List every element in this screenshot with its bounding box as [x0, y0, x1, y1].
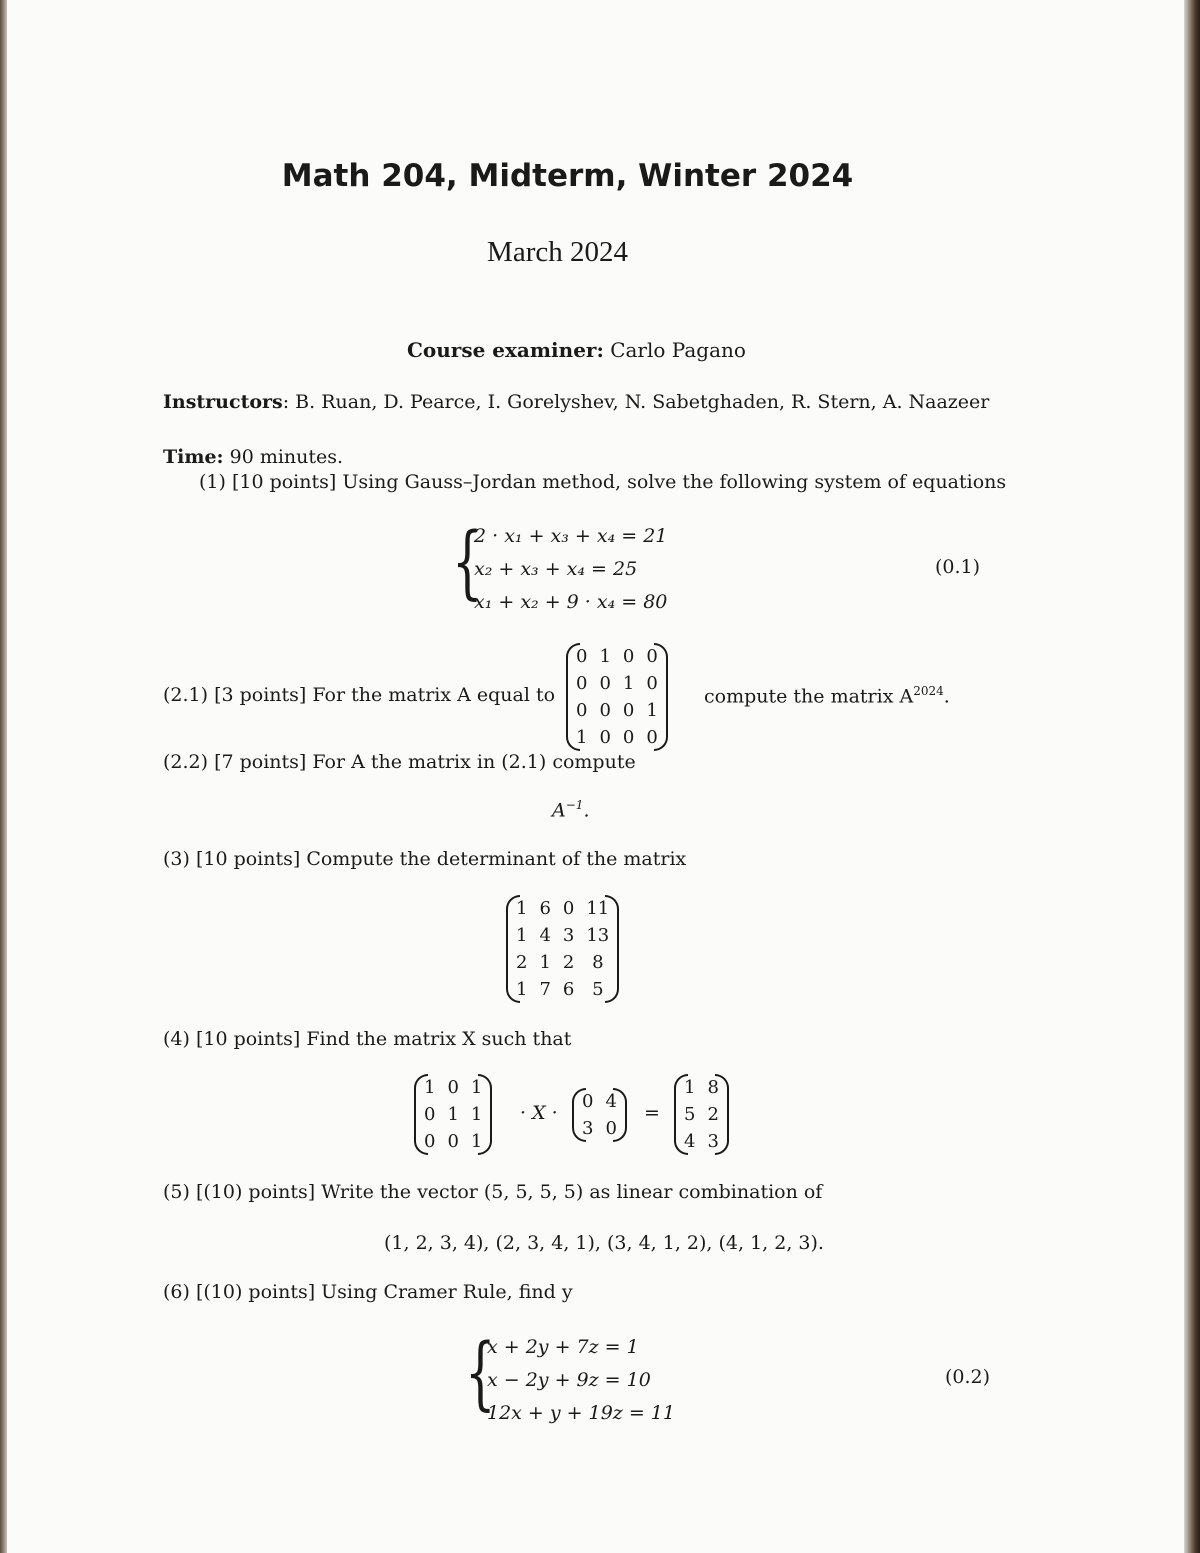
- matrix-entry: 1: [599, 646, 611, 667]
- matrix-right-factor: [576, 1088, 623, 1142]
- matrix-entry: 0: [646, 646, 658, 667]
- question-2-1-pre: (2.1) [3 points] For the matrix A equal to: [163, 684, 556, 706]
- determinant-matrix: [510, 895, 615, 1003]
- matrix-entry: 0: [447, 1077, 459, 1098]
- matrix-entry: 1: [539, 952, 551, 973]
- matrix-entry: 4: [539, 925, 551, 946]
- matrix-entry: 5: [684, 1104, 696, 1125]
- matrix-entry: 6: [539, 898, 551, 919]
- matrix-row: [510, 976, 615, 1003]
- question-5-text: (5) [(10) points] Write the vector (5, 5, 5, 5) as linear combination of: [163, 1181, 823, 1203]
- matrix-entry: 11: [586, 898, 610, 919]
- matrix-entry: 1: [516, 925, 528, 946]
- matrix-row: [510, 922, 615, 949]
- system-equation: x₁ + x₂ + 9 · x₄ = 80: [474, 591, 668, 613]
- matrix-entry: 4: [684, 1131, 696, 1152]
- question-3-text: (3) [10 points] Compute the determinant of the matrix: [163, 848, 687, 870]
- equation-tag: (0.2): [945, 1366, 991, 1388]
- matrix-row: [570, 697, 664, 724]
- system-equation: x + 2y + 7z = 1: [487, 1336, 639, 1358]
- matrix-entry: 1: [470, 1104, 483, 1125]
- question-2-2-text: (2.2) [7 points] For A the matrix in (2.1) compute: [163, 751, 636, 773]
- examiner-name: Carlo Pagano: [610, 338, 746, 362]
- power-exponent: 2024: [913, 684, 944, 698]
- matrix-entry: 1: [646, 700, 658, 721]
- system-equation: x − 2y + 9z = 10: [487, 1369, 651, 1391]
- matrix-entry: 8: [707, 1077, 719, 1098]
- matrix-entry: 1: [576, 727, 588, 748]
- matrix-entry: 0: [605, 1118, 617, 1139]
- matrix-entry: 1: [622, 673, 635, 694]
- inverse-base: A: [552, 799, 566, 822]
- matrix-entry: 6: [562, 979, 575, 1000]
- equals-sign: =: [644, 1102, 660, 1124]
- matrix-entry: 3: [582, 1118, 594, 1139]
- matrix-entry: 0: [447, 1131, 459, 1152]
- matrix-entry: 2: [516, 952, 528, 973]
- matrix-entry: 1: [516, 979, 528, 1000]
- matrix-entry: 4: [605, 1091, 617, 1112]
- matrix-entry: 0: [622, 727, 635, 748]
- matrix-entry: 0: [576, 646, 588, 667]
- matrix-entry: 3: [562, 925, 575, 946]
- question-6-system: [465, 1326, 705, 1433]
- period: .: [943, 685, 950, 708]
- matrix-entry: 2: [562, 952, 575, 973]
- matrix-entry: 0: [424, 1104, 436, 1125]
- system-equation: 2 · x₁ + x₃ + x₄ = 21: [474, 525, 668, 547]
- question-6-text: (6) [(10) points] Using Cramer Rule, find y: [163, 1281, 573, 1303]
- system-equation: 12x + y + 19z = 11: [487, 1402, 675, 1424]
- time-label: Time:: [163, 446, 224, 468]
- matrix-entry: 0: [646, 673, 658, 694]
- matrix-entry: 1: [684, 1077, 696, 1098]
- examiner-label: Course examiner:: [407, 338, 604, 362]
- matrix-entry: 0: [599, 700, 611, 721]
- matrix-entry: 0: [622, 700, 635, 721]
- exam-title: Math 204, Midterm, Winter 2024: [281, 158, 854, 194]
- instructors: [163, 391, 989, 413]
- matrix-entry: 5: [592, 979, 604, 1000]
- left-brace: {: [465, 1326, 496, 1419]
- matrix-entry: 0: [599, 727, 611, 748]
- matrix-entry: 0: [646, 727, 658, 748]
- vector-list: (1, 2, 3, 4), (2, 3, 4, 1), (3, 4, 1, 2), (4, 1, 2, 3).: [384, 1232, 824, 1254]
- matrix-entry: 7: [539, 979, 551, 1000]
- question-2-1-post-text: compute the matrix A: [704, 685, 914, 708]
- matrix-entry: 8: [592, 952, 604, 973]
- matrix-entry: 0: [622, 646, 635, 667]
- left-brace: {: [452, 515, 483, 608]
- matrix-result: [678, 1074, 725, 1155]
- matrix-row: [570, 643, 664, 670]
- matrix-a: [570, 643, 664, 751]
- matrix-entry: 1: [447, 1104, 459, 1125]
- matrix-row: [570, 724, 664, 751]
- matrix-entry: 13: [586, 925, 610, 946]
- matrix-entry: 0: [562, 898, 575, 919]
- question-2-1-post: [704, 684, 950, 707]
- system-equation: x₂ + x₃ + x₄ = 25: [474, 558, 638, 580]
- paper-left-edge: [0, 0, 7, 1553]
- matrix-entry: 1: [470, 1131, 483, 1152]
- inverse-exponent: −1: [565, 798, 584, 812]
- question-4-text: (4) [10 points] Find the matrix X such that: [163, 1028, 572, 1050]
- inverse-expression: [552, 798, 589, 821]
- matrix-entry: 0: [576, 673, 588, 694]
- matrix-row: [510, 949, 615, 976]
- matrix-row: [570, 670, 664, 697]
- matrix-row: [510, 895, 615, 922]
- equation-tag: (0.1): [935, 556, 981, 578]
- instructors-names: : B. Ruan, D. Pearce, I. Gorelyshev, N. Sabetghaden, R. Stern, A. Naazeer: [282, 391, 990, 413]
- matrix-entry: 3: [707, 1131, 719, 1152]
- matrix-entry: 2: [707, 1104, 719, 1125]
- question-1-text: (1) [10 points] Using Gauss–Jordan method, solve the following system of equations: [199, 471, 1007, 493]
- matrix-entry: 1: [516, 898, 528, 919]
- matrix-entry: 1: [424, 1077, 436, 1098]
- matrix-entry: 0: [576, 700, 588, 721]
- time-value: 90 minutes.: [229, 446, 344, 468]
- instructors-label: Instructors: [163, 391, 283, 413]
- exam-date: March 2024: [487, 236, 628, 268]
- exam-time: [163, 446, 343, 468]
- matrix-entry: 0: [582, 1091, 594, 1112]
- course-examiner: [407, 338, 746, 362]
- paper-right-edge: [1184, 0, 1200, 1553]
- matrix-entry: 1: [470, 1077, 483, 1098]
- period: .: [583, 799, 590, 822]
- matrix-entry: 0: [599, 673, 611, 694]
- question-1-system: [452, 515, 712, 622]
- matrix-left-factor: [418, 1074, 488, 1155]
- product-with-x: · X ·: [520, 1102, 558, 1124]
- matrix-entry: 0: [424, 1131, 436, 1152]
